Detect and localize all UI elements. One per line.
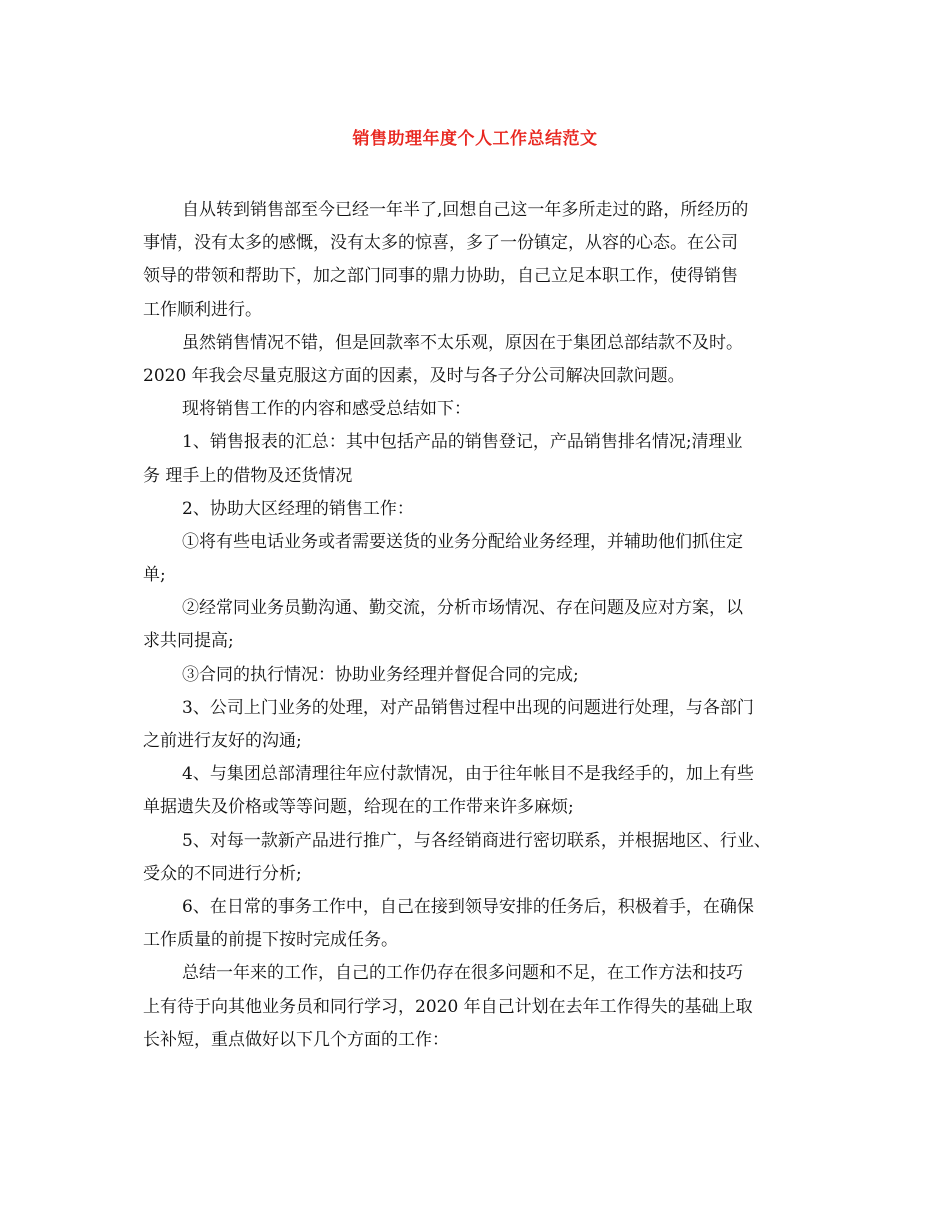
paragraph-first-line: 4、与集团总部清理往年应付款情况，由于往年帐目不是我经手的，加上有些 [182,764,754,785]
paragraph-line: 2020 年我会尽量克服这方面的因素，及时与各子分公司解决回款问题。 [143,365,685,386]
paragraph-line: 求共同提高; [143,631,234,652]
paragraph-line: 之前进行友好的沟通; [143,731,302,751]
paragraph-first-line: ③合同的执行情况：协助业务经理并督促合同的完成; [182,664,579,685]
document-title: 销售助理年度个人工作总结范文 [352,129,598,149]
paragraph-first-line: ①将有些电话业务或者需要送货的业务分配给业务经理，并辅助他们抓住定 [182,531,743,552]
paragraph-first-line: 6、在日常的事务工作中，自己在接到领导安排的任务后，积极着手，在确保 [182,896,754,917]
paragraph-line: 工作顺利进行。 [143,299,262,320]
paragraph-line: 长补短，重点做好以下几个方面的工作： [143,1029,449,1050]
paragraph-first-line: 虽然销售情况不错，但是回款率不太乐观，原因在于集团总部结款不及时。 [182,332,743,353]
paragraph-line: 单据遗失及价格或等等问题，给现在的工作带来许多麻烦; [143,797,574,818]
paragraph-line: 工作质量的前提下按时完成任务。 [143,930,398,951]
paragraph-line: 单; [143,565,166,586]
paragraph-first-line: 1、销售报表的汇总：其中包括产品的销售登记，产品销售排名情况;清理业 [182,432,743,453]
paragraph-line: 受众的不同进行分析; [143,863,302,884]
paragraph-first-line: 现将销售工作的内容和感受总结如下： [182,399,471,420]
paragraph-line: 务 理手上的借物及还货情况 [143,465,353,486]
paragraph-first-line: 总结一年来的工作，自己的工作仍存在很多问题和不足，在工作方法和技巧 [182,963,743,984]
paragraph-first-line: 5、对每一款新产品进行推广，与各经销商进行密切联系，并根据地区、行业、 [182,830,771,851]
document-body [143,194,815,1057]
paragraph-line: 领导的带领和帮助下，加之部门同事的鼎力协助，自己立足本职工作，使得销售 [143,266,738,287]
paragraph-first-line: ②经常同业务员勤沟通、勤交流，分析市场情况、存在问题及应对方案，以 [182,598,743,619]
paragraph-first-line: 2、协助大区经理的销售工作： [182,498,414,519]
paragraph-first-line: 自从转到销售部至今已经一年半了,回想自己这一年多所走过的路，所经历的 [182,200,749,220]
paragraph-first-line: 3、公司上门业务的处理，对产品销售过程中出现的问题进行处理，与各部门 [182,697,754,718]
paragraph-line: 事情，没有太多的感慨，没有太多的惊喜，多了一份镇定，从容的心态。在公司 [143,233,738,254]
paragraph-line: 上有待于向其他业务员和同行学习，2020 年自己计划在去年工作得失的基础上取 [143,996,753,1017]
